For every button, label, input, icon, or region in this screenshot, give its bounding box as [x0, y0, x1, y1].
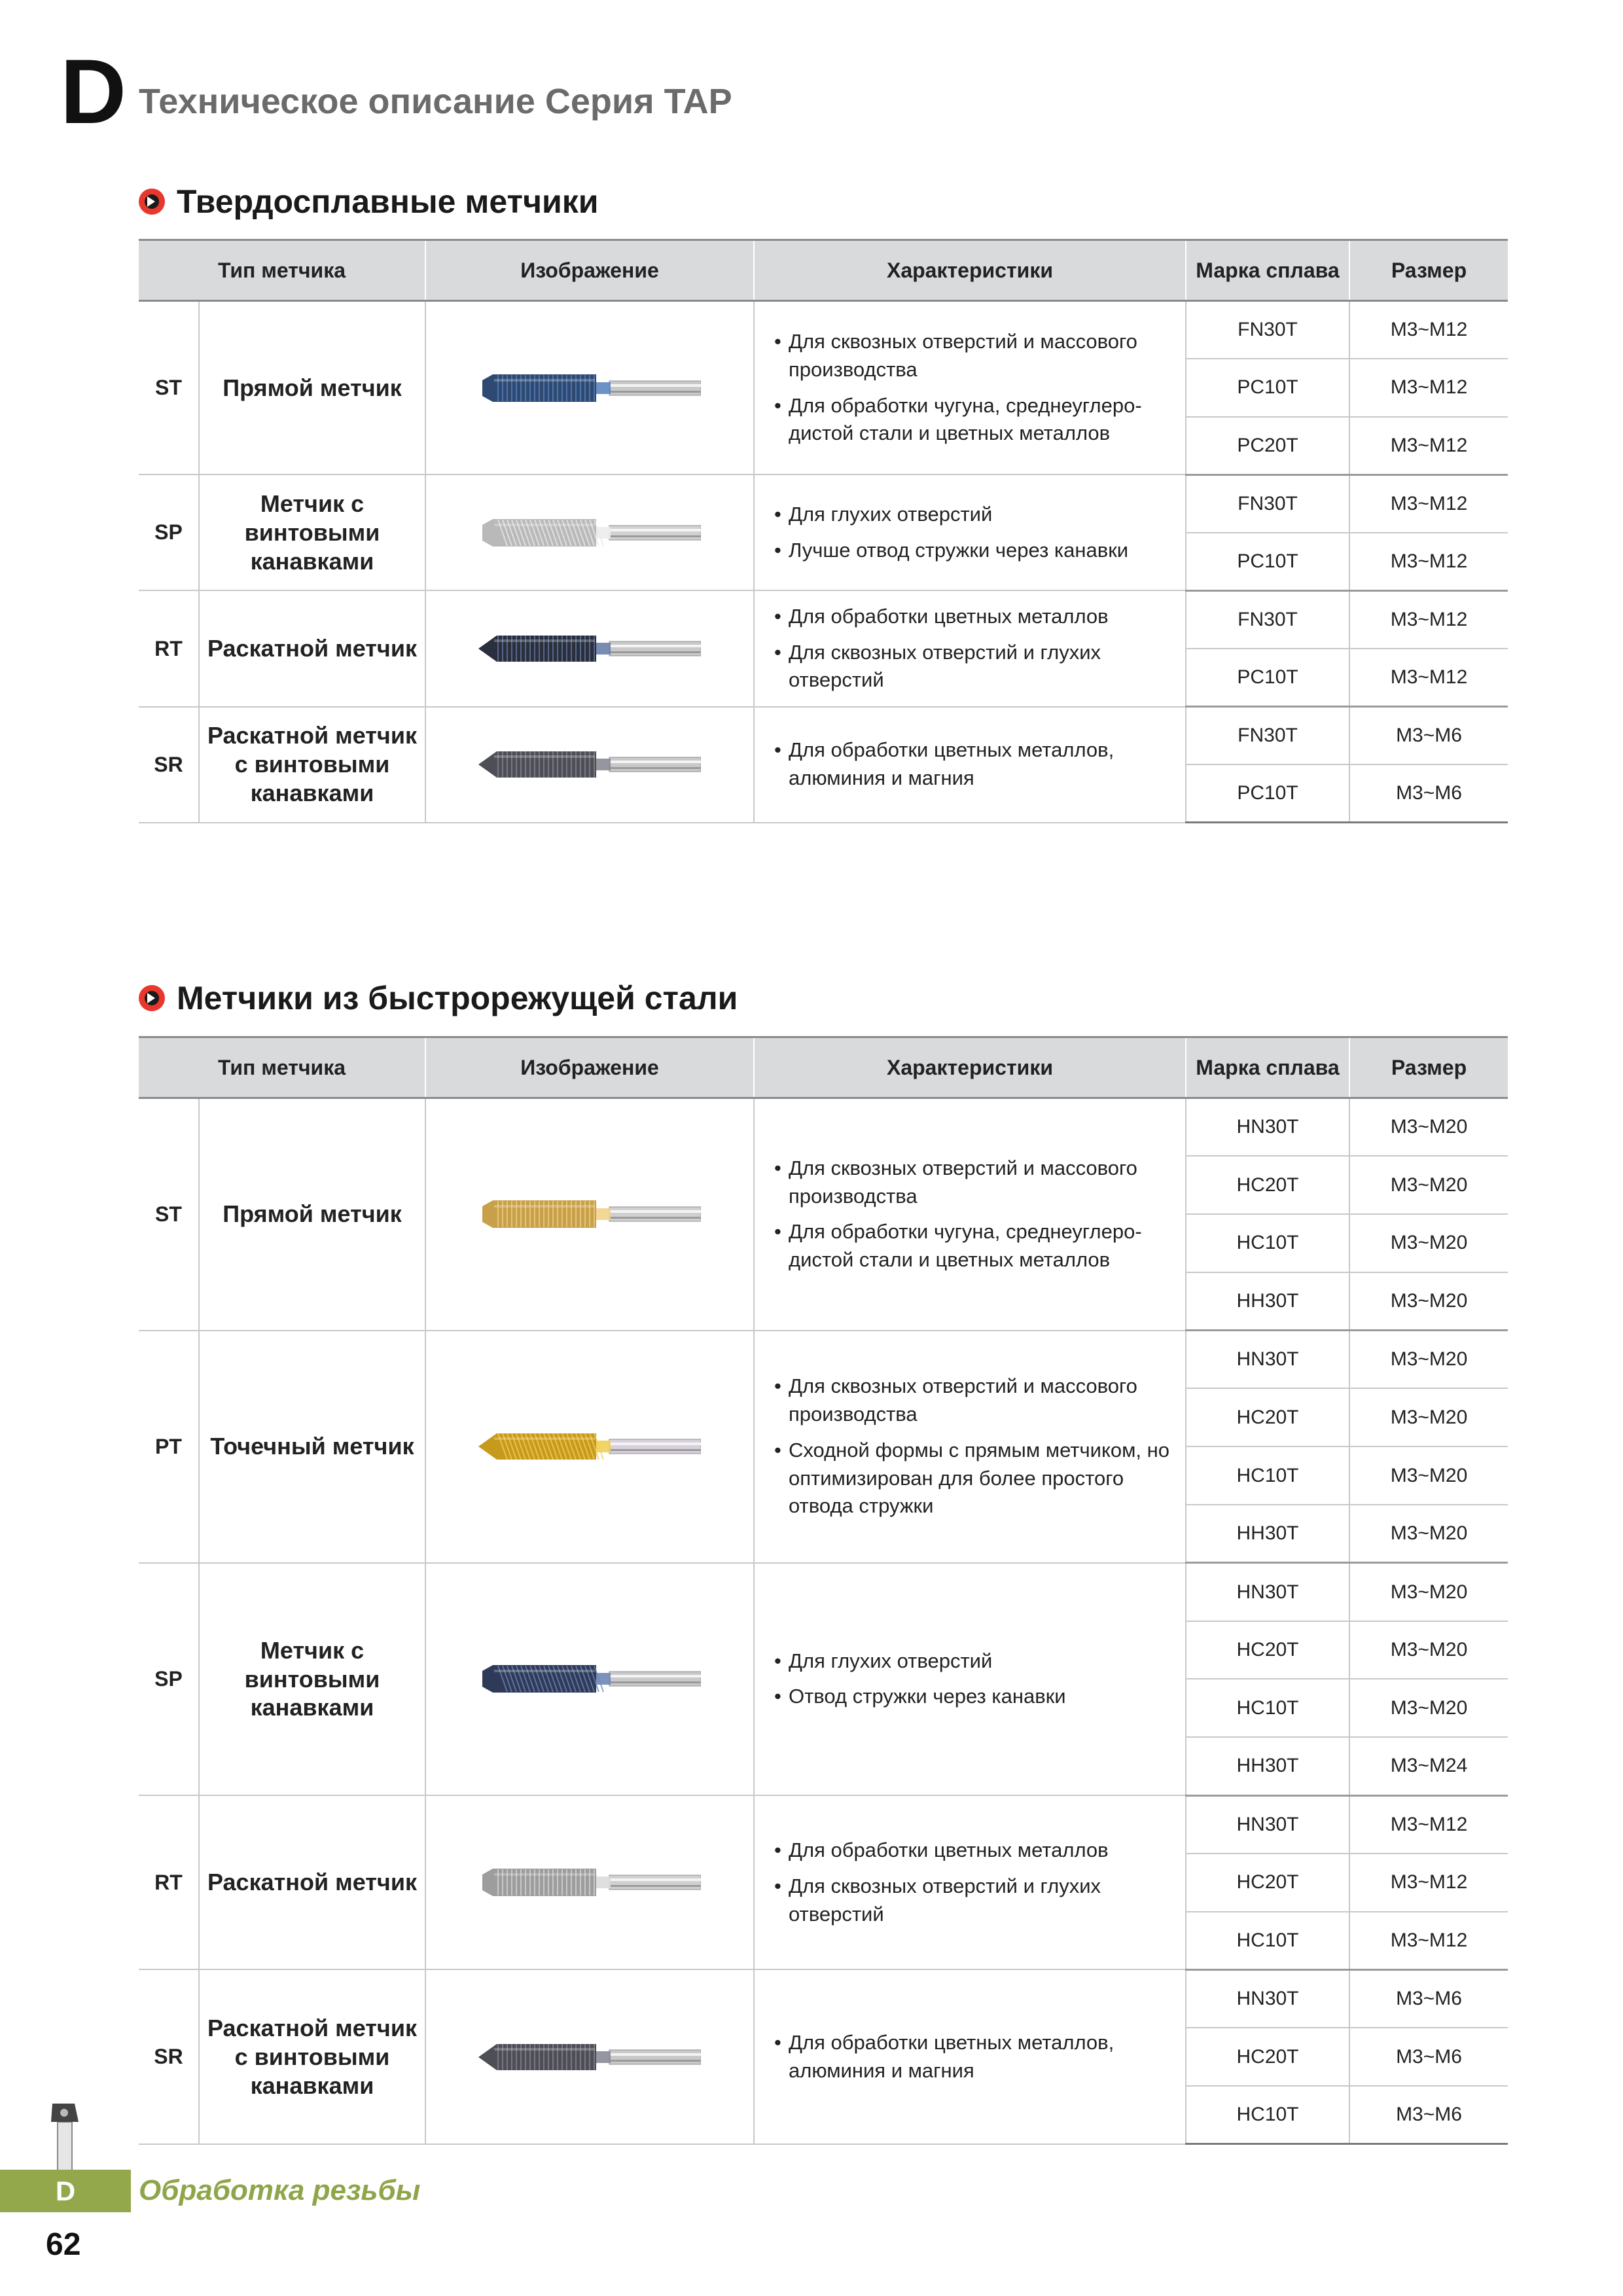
alloy-grade: PC10T	[1186, 359, 1349, 417]
alloy-grade: PC10T	[1186, 533, 1349, 591]
tap-code: SR	[139, 707, 199, 823]
alloy-grade: HN30T	[1186, 1098, 1349, 1157]
size-range: M3~M6	[1349, 764, 1508, 823]
tap-code: RT	[139, 1795, 199, 1969]
spiral-tap-blue-image-icon	[478, 1659, 701, 1698]
spiral-tap-silver-image-icon	[478, 513, 701, 552]
alloy-grade: FN30T	[1186, 475, 1349, 533]
table-row	[139, 1969, 1508, 2028]
size-range: M3~M12	[1349, 533, 1508, 591]
chapter-letter: D	[60, 40, 127, 143]
tap-features	[754, 1969, 1186, 2144]
tap-image-cell	[425, 1098, 754, 1331]
alloy-grade: HC20T	[1186, 1854, 1349, 1912]
tap-type-name: Раскатной метчик с винтовыми канавками	[199, 707, 425, 823]
size-range: M3~M6	[1349, 1969, 1508, 2028]
alloy-grade: HC20T	[1186, 1621, 1349, 1679]
size-range: M3~M12	[1349, 359, 1508, 417]
table-row	[139, 707, 1508, 765]
col-header-type: Тип метчика	[139, 1037, 425, 1098]
col-header-image: Изображение	[425, 240, 754, 301]
size-range: M3~M12	[1349, 1912, 1508, 1970]
tap-type-name: Раскатной метчик с винтовыми канавками	[199, 1969, 425, 2144]
alloy-grade: HC10T	[1186, 1679, 1349, 1737]
feature-item: • Для обработки цветных металлов	[774, 1837, 1176, 1865]
col-header-type: Тип метчика	[139, 240, 425, 301]
tap-type-name: Метчик с винтовыми канавками	[199, 1563, 425, 1795]
tap-features	[754, 301, 1186, 475]
roll-tap-silver-image-icon	[478, 1863, 701, 1902]
tap-code: RT	[139, 590, 199, 706]
alloy-grade: FN30T	[1186, 707, 1349, 765]
size-range: M3~M20	[1349, 1331, 1508, 1389]
size-range: M3~M20	[1349, 1505, 1508, 1563]
tap-image-cell	[425, 475, 754, 590]
tap-features	[754, 707, 1186, 823]
tap-code: ST	[139, 1098, 199, 1331]
alloy-grade: PC20T	[1186, 417, 1349, 475]
section-heading-hss	[139, 982, 738, 1014]
alloy-grade: HC10T	[1186, 1214, 1349, 1272]
alloy-grade: HH30T	[1186, 1272, 1349, 1331]
size-range: M3~M20	[1349, 1214, 1508, 1272]
footer-section-name: Обработка резьбы	[139, 2174, 421, 2206]
feature-item: • Для обработки цветных металлов, алюминия и магния	[774, 736, 1176, 793]
table-row	[139, 475, 1508, 533]
table-header-row	[139, 240, 1508, 301]
tap-code: SP	[139, 1563, 199, 1795]
feature-item: • Для сквозных отверстий и массового производства	[774, 1372, 1176, 1429]
size-range: M3~M12	[1349, 1854, 1508, 1912]
feature-item: • Лучше отвод стружки через канавки	[774, 537, 1176, 565]
tap-type-name: Метчик с винтовыми канавками	[199, 475, 425, 590]
size-range: M3~M20	[1349, 1446, 1508, 1505]
tap-features	[754, 1795, 1186, 1969]
roll-tap-dark-image-icon	[478, 629, 701, 668]
alloy-grade: HC20T	[1186, 1156, 1349, 1214]
feature-item: • Отвод стружки через канавки	[774, 1683, 1176, 1711]
col-header-size: Размер	[1349, 240, 1508, 301]
alloy-grade: HN30T	[1186, 1331, 1349, 1389]
tap-features	[754, 475, 1186, 590]
tap-features	[754, 590, 1186, 706]
tap-type-name: Прямой метчик	[199, 1098, 425, 1331]
tap-image-cell	[425, 301, 754, 475]
alloy-grade: HC10T	[1186, 2086, 1349, 2144]
alloy-grade: HC10T	[1186, 1912, 1349, 1970]
col-header-grade: Марка сплава	[1186, 240, 1349, 301]
feature-item: • Для глухих отверстий	[774, 501, 1176, 529]
col-header-grade: Марка сплава	[1186, 1037, 1349, 1098]
size-range: M3~M6	[1349, 2086, 1508, 2144]
table-row	[139, 1331, 1508, 1389]
tap-image-cell	[425, 1795, 754, 1969]
feature-item: • Для сквозных отверстий и глухих отверстий	[774, 1873, 1176, 1929]
size-range: M3~M20	[1349, 1563, 1508, 1621]
table-row	[139, 590, 1508, 649]
spiral-roll-tap-dark-image-icon	[478, 2037, 701, 2077]
tap-features	[754, 1563, 1186, 1795]
size-range: M3~M20	[1349, 1098, 1508, 1157]
size-range: M3~M12	[1349, 649, 1508, 707]
size-range: M3~M12	[1349, 590, 1508, 649]
feature-item: • Для обработки чугуна, среднеуглеро-дистой стали и цветных металлов	[774, 392, 1176, 448]
size-range: M3~M12	[1349, 1795, 1508, 1854]
section-title: Метчики из быстрорежущей стали	[177, 980, 738, 1016]
arrow-circle-icon	[139, 188, 165, 215]
table-row	[139, 1795, 1508, 1854]
alloy-grade: FN30T	[1186, 301, 1349, 359]
tap-features	[754, 1331, 1186, 1563]
size-range: M3~M6	[1349, 2028, 1508, 2086]
carbide-taps-table	[139, 239, 1508, 823]
col-header-size: Размер	[1349, 1037, 1508, 1098]
col-header-image: Изображение	[425, 1037, 754, 1098]
size-range: M3~M20	[1349, 1156, 1508, 1214]
alloy-grade: HN30T	[1186, 1795, 1349, 1854]
alloy-grade: FN30T	[1186, 590, 1349, 649]
alloy-grade: PC10T	[1186, 764, 1349, 823]
tap-image-cell	[425, 707, 754, 823]
table-header-row	[139, 1037, 1508, 1098]
arrow-circle-icon	[139, 985, 165, 1011]
tap-code: SR	[139, 1969, 199, 2144]
alloy-grade: HH30T	[1186, 1505, 1349, 1563]
tap-type-name: Раскатной метчик	[199, 1795, 425, 1969]
feature-item: • Для обработки цветных металлов	[774, 603, 1176, 631]
feature-item: • Для сквозных отверстий и массового производства	[774, 1155, 1176, 1211]
straight-tap-gold-image-icon	[478, 1194, 701, 1234]
tap-type-name: Раскатной метчик	[199, 590, 425, 706]
size-range: M3~M12	[1349, 301, 1508, 359]
feature-item: • Для обработки цветных металлов, алюминия и магния	[774, 2029, 1176, 2085]
col-header-features: Характеристики	[754, 240, 1186, 301]
table-row	[139, 1563, 1508, 1621]
feature-item: • Для сквозных отверстий и глухих отверстий	[774, 639, 1176, 695]
section-heading-carbide	[139, 185, 599, 218]
tap-type-name: Точечный метчик	[199, 1331, 425, 1563]
straight-tap-blue-image-icon	[478, 368, 701, 408]
size-range: M3~M20	[1349, 1679, 1508, 1737]
tap-type-name: Прямой метчик	[199, 301, 425, 475]
size-range: M3~M24	[1349, 1737, 1508, 1795]
tap-image-cell	[425, 590, 754, 706]
feature-item: • Для сквозных отверстий и массового производства	[774, 328, 1176, 384]
table-row	[139, 1098, 1508, 1157]
alloy-grade: HN30T	[1186, 1969, 1349, 2028]
alloy-grade: PC10T	[1186, 649, 1349, 707]
hss-taps-table	[139, 1036, 1508, 2145]
table-row	[139, 301, 1508, 359]
col-header-features: Характеристики	[754, 1037, 1186, 1098]
tap-image-cell	[425, 1563, 754, 1795]
feature-item: • Для обработки чугуна, среднеуглеро-дистой стали и цветных металлов	[774, 1218, 1176, 1274]
tap-code: ST	[139, 301, 199, 475]
alloy-grade: HN30T	[1186, 1563, 1349, 1621]
tap-code: PT	[139, 1331, 199, 1563]
size-range: M3~M12	[1349, 475, 1508, 533]
size-range: M3~M6	[1349, 707, 1508, 765]
size-range: M3~M20	[1349, 1272, 1508, 1331]
chapter-tab: D	[0, 2170, 131, 2212]
alloy-grade: HH30T	[1186, 1737, 1349, 1795]
size-range: M3~M12	[1349, 417, 1508, 475]
section-title: Твердосплавные метчики	[177, 183, 599, 220]
threading-tool-icon	[46, 2102, 84, 2176]
tap-code: SP	[139, 475, 199, 590]
feature-item: • Для глухих отверстий	[774, 1647, 1176, 1676]
alloy-grade: HC20T	[1186, 2028, 1349, 2086]
page-number: 62	[46, 2227, 81, 2262]
tap-image-cell	[425, 1331, 754, 1563]
size-range: M3~M20	[1349, 1621, 1508, 1679]
feature-item: • Сходной формы с прямым метчиком, но оптимизирован для более простого отвода стружки	[774, 1437, 1176, 1520]
tap-features	[754, 1098, 1186, 1331]
size-range: M3~M20	[1349, 1388, 1508, 1446]
point-tap-gold-image-icon	[478, 1427, 701, 1466]
tap-image-cell	[425, 1969, 754, 2144]
alloy-grade: HC10T	[1186, 1446, 1349, 1505]
alloy-grade: HC20T	[1186, 1388, 1349, 1446]
page-title: Техническое описание Серия TAP	[139, 82, 732, 121]
spiral-roll-tap-dark-image-icon	[478, 745, 701, 784]
